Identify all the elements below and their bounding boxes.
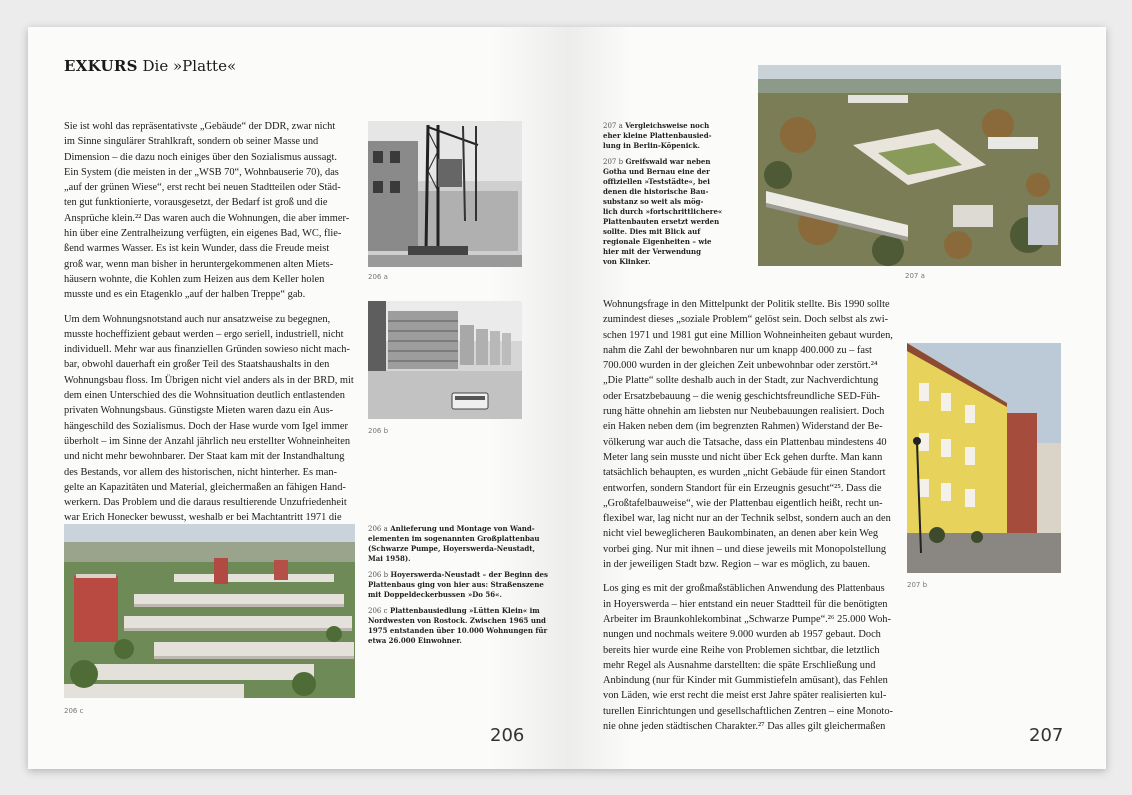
caption-207a — [603, 121, 733, 151]
text-line: ßend warmes Wasser. Es ist kein Wunder, dass die Freude meist — [64, 243, 330, 255]
fig-label-207b: 207 b — [907, 581, 928, 589]
text-line: groß war, wenn man bisher in heruntergekommenen alten Miets- — [64, 258, 334, 270]
text-line: substanz so weit als mög- — [603, 197, 704, 206]
text-line: zumindest dieses „soziale Problem“ gelöst sein. Doch selbst als zwi- — [603, 314, 889, 326]
text-line: nie ohne jeden städtischen Charakter.²⁷ Das alles gilt gleichermaßen — [603, 721, 886, 733]
page-number-left: 206 — [490, 725, 525, 746]
caption-206b-number: 206 b — [368, 571, 389, 579]
text-line: war Erich Honecker bewusst, weshalb er bei Machtantritt 1971 die — [64, 512, 342, 524]
text-line: häusern wohnte, die Kohlen zum Heizen aus dem Keller holen — [64, 273, 325, 285]
text-line: dem einen Unterschied des die Wohnsituation deutlich entlastenden — [64, 390, 345, 402]
text-line: ten gut funktionierte, vorausgesetzt, der Bedarf ist groß und die — [64, 197, 328, 209]
caption-206b — [368, 570, 548, 600]
text-line: „Großtafelbauweise“, wie der Plattenbau eigentlich heißt, recht un- — [603, 497, 883, 509]
text-line: mehr Regel als Ausnahme darstellten: die späte Erschließung und — [603, 659, 876, 671]
right-paragraph-2 — [603, 581, 893, 734]
text-line: Wohnungsbau floss. Im Übrigen nicht viel anders als in der BRD, mit — [64, 374, 354, 386]
text-line: Um dem Wohnungsnotstand auch nur ansatzweise zu begegnen, — [64, 313, 331, 325]
text-line: entworfen, sondern Standort für ein Erzeugnis gesucht“²⁵. Dass die — [603, 482, 882, 494]
text-line: Greifswald war neben — [625, 157, 711, 166]
fig-label-206a: 206 a — [368, 273, 388, 281]
text-line: Dimension – die dazu noch einiges über den Sozialismus aussagt. — [64, 151, 337, 163]
text-line: elementen im sogenannten Großplattenbau — [368, 534, 540, 543]
text-line: flexibel war, lag nicht nur an der Technik selbst, sondern auch an den — [603, 513, 891, 525]
text-line: individuell. Mehr war aus finanziellen Gründen sowieso nicht mach- — [64, 344, 350, 356]
text-line: bar, obwohl dauerhaft ein großer Teil des Staatshaushalts in den — [64, 359, 330, 371]
text-line: ein Haken neben dem (im begrenzten Rahmen) Widerstand der Be- — [603, 421, 883, 433]
caption-207b-number: 207 b — [603, 158, 624, 166]
text-line: oder Ersatzbebauung – die wenig geschichtsfreundliche SED-Füh- — [603, 390, 881, 402]
text-line: offiziellen »Teststädte«, bei — [603, 177, 710, 186]
left-paragraph-2 — [64, 312, 364, 526]
caption-207b-text — [603, 157, 722, 266]
text-line: regionale Eigenheiten – wie — [603, 237, 712, 246]
fig-label-206c: 206 c — [64, 707, 84, 715]
text-line: etwa 26.000 Einwohner. — [368, 636, 462, 645]
text-line: „Die Platte“ sollte deshalb auch in der Stadt, zur Nachverdichtung — [603, 375, 879, 387]
text-line: Los ging es mit der großmaßstäblichen Anwendung des Plattenbaus — [603, 583, 885, 595]
fig-label-206b: 206 b — [368, 427, 389, 435]
page-number-right: 207 — [1029, 725, 1064, 746]
heading-title: Die »Platte« — [137, 57, 237, 75]
text-line: Gotha und Bernau eine der — [603, 167, 710, 176]
photo-206b-street-scene — [368, 301, 522, 419]
text-line: lung in Berlin-Köpenick. — [603, 141, 700, 150]
text-line: des Bestands, vor allem des historischen, nicht hinterher. Es man- — [64, 466, 337, 478]
caption-206c — [368, 606, 548, 646]
text-line: Mai 1958). — [368, 554, 411, 563]
photo-207a-aerial-koepenick — [758, 65, 1061, 266]
text-line: Anbindung (nur für Kinder mit Gummistiefeln amüsant), das Fehlen — [603, 675, 888, 687]
text-line: Anlieferung und Montage von Wand- — [390, 524, 535, 533]
text-line: Meter lang sein musste und nicht über Eck gehen durfte. Man kann — [603, 451, 883, 463]
text-line: nungen und nochmals weitere 9.000 wurden ab 1957 gebaut. Doch — [603, 629, 881, 641]
text-line: eher kleine Plattenbausied- — [603, 131, 712, 140]
text-line: 1975 entstanden über 10.000 Wohnungen für — [368, 626, 548, 635]
book-spread — [28, 27, 1106, 769]
caption-207a-number: 207 a — [603, 122, 623, 130]
text-line: überholt – im Sinne der Anzahl jährlich neu erstellter Wohneinheiten — [64, 435, 351, 447]
right-paragraph-1 — [603, 297, 893, 572]
text-line: lich durch »fortschrittlichere« — [603, 207, 723, 216]
photo-206a-crane-montage — [368, 121, 522, 267]
text-line: in Hoyerswerda – hier entstand ein neuer Stadtteil für die benötigten — [603, 598, 888, 610]
text-line: Plattenbausiedlung »Lütten Klein« im — [389, 606, 540, 615]
text-line: tatsächlich behaupten, es wurden „nicht Gebäude für einen Standort — [603, 467, 886, 479]
text-line: „auf der grünen Wiese“, erst recht bei neuen Stadtteilen oder Städ- — [64, 182, 341, 194]
photo-207b-greifswald — [907, 343, 1061, 573]
text-line: 700.000 wurden in der gleichen Zeit unbewohnbar oder zerstört.²⁴ — [603, 360, 878, 372]
text-line: (Schwarze Pumpe, Hoyerswerda-Neustadt, — [368, 544, 535, 553]
text-line: Nordwesten von Rostock. Zwischen 1965 und — [368, 616, 546, 625]
text-line: mit Doppeldeckerbussen »Do 56«. — [368, 590, 502, 599]
text-line: gelte an Kapazitäten und Material, gleichermaßen an fähigen Hand- — [64, 481, 346, 493]
left-paragraph-1 — [64, 119, 364, 303]
caption-206c-number: 206 c — [368, 607, 388, 615]
caption-206c-text — [368, 606, 547, 645]
text-line: von Klinker. — [603, 257, 651, 266]
text-line: musste hocheffizient gebaut werden – ergo seriell, industriell, nicht — [64, 328, 344, 340]
text-line: Ein System (die meisten in der „WSB 70“, Wohnbauserie 70), das — [64, 166, 339, 178]
text-line: bereits hier wurde eine Reihe von Problemen sichtbar, die letztlich — [603, 644, 880, 656]
text-line: und nicht mehr bewohnbarer. Der Staat kam mit der Instandhaltung — [64, 451, 345, 463]
text-line: völkerung war auch die Tatsache, dass ein Plattenbau mindestens 40 — [603, 436, 887, 448]
text-line: in der jeweiligen Stadt bzw. Region – war es möglich, zu bauen. — [603, 559, 871, 571]
text-line: musste und es ein Etagenklo „auf der halben Treppe“ gab. — [64, 289, 306, 301]
text-line: vorbei ging. Nur mit ihnen – und diese jeweils mit Monopolstellung — [603, 543, 887, 555]
text-line: von Läden, wie erst recht die meist erst Jahre später realisierten kul- — [603, 690, 887, 702]
right-captions — [603, 121, 733, 273]
text-line: Plattenbaus ging von hier aus: Straßenszene — [368, 580, 544, 589]
left-captions — [368, 524, 548, 652]
right-page — [567, 27, 1106, 769]
text-line: hier mit der Verwendung — [603, 247, 702, 256]
photo-206c-luetten-klein — [64, 524, 355, 698]
text-line: werkern. Das Problem und die daraus resultierende Unzufriedenheit — [64, 497, 347, 509]
left-page — [28, 27, 567, 769]
caption-206a-number: 206 a — [368, 525, 388, 533]
text-line: Arbeiter im Braunkohlekombinat „Schwarze Pumpe“.²⁶ 25.000 Woh- — [603, 613, 891, 625]
text-line: im Sinne singulärer Strahlkraft, sondern ob seiner Masse und — [64, 136, 319, 148]
caption-207b — [603, 157, 733, 267]
text-line: turellen Einrichtungen und gesellschaftlichen Zentren – eine Monoto- — [603, 705, 893, 717]
text-line: Hoyerswerda-Neustadt – der Beginn des — [390, 570, 548, 579]
caption-206a — [368, 524, 540, 564]
text-line: sollte. Dies mit Blick auf — [603, 227, 701, 236]
text-line: rung hätte ohnehin am liebsten nur Neubebauungen realisiert. Doch — [603, 406, 885, 418]
text-line: Ansprüche klein.²² Das waren auch die Wohnungen, die aber immer- — [64, 212, 350, 224]
heading-label: EXKURS — [64, 57, 138, 75]
text-line: hängeschild des Sozialismus. Doch der Hase wurde vom Igel immer — [64, 420, 348, 432]
text-line: Wohnungsfrage in den Mittelpunkt der Politik stellte. Bis 1990 sollte — [603, 299, 890, 310]
caption-206b-text — [368, 570, 548, 599]
text-line: denen die historische Bau- — [603, 187, 709, 196]
text-line: privaten Wohnungsbaus. Günstigste Mieten waren dazu ein Aus- — [64, 405, 334, 417]
text-line: Vergleichsweise noch — [625, 121, 710, 130]
caption-206a-text — [368, 524, 539, 563]
text-line: Sie ist wohl das repräsentativste „Gebäude“ der DDR, zwar nicht — [64, 121, 336, 132]
left-body-text — [64, 119, 364, 526]
fig-label-207a: 207 a — [905, 272, 925, 280]
text-line: Plattenbauten ersetzt werden — [603, 217, 720, 226]
text-line: nicht viel beweglicheren Baukombinaten, an denen aber kein Weg — [603, 528, 879, 540]
text-line: nahm die Zahl der bewohnbaren nur um knapp 400.000 zu – fast — [603, 344, 872, 356]
right-body-text — [603, 297, 893, 734]
text-line: schen 1971 und 1981 gut eine Million Wohneinheiten gebaut wurden, — [603, 329, 893, 341]
page-heading — [64, 57, 236, 75]
text-line: hin über eine Zentralheizung verfügten, ein eigenes Bad, WC, flie- — [64, 228, 342, 240]
